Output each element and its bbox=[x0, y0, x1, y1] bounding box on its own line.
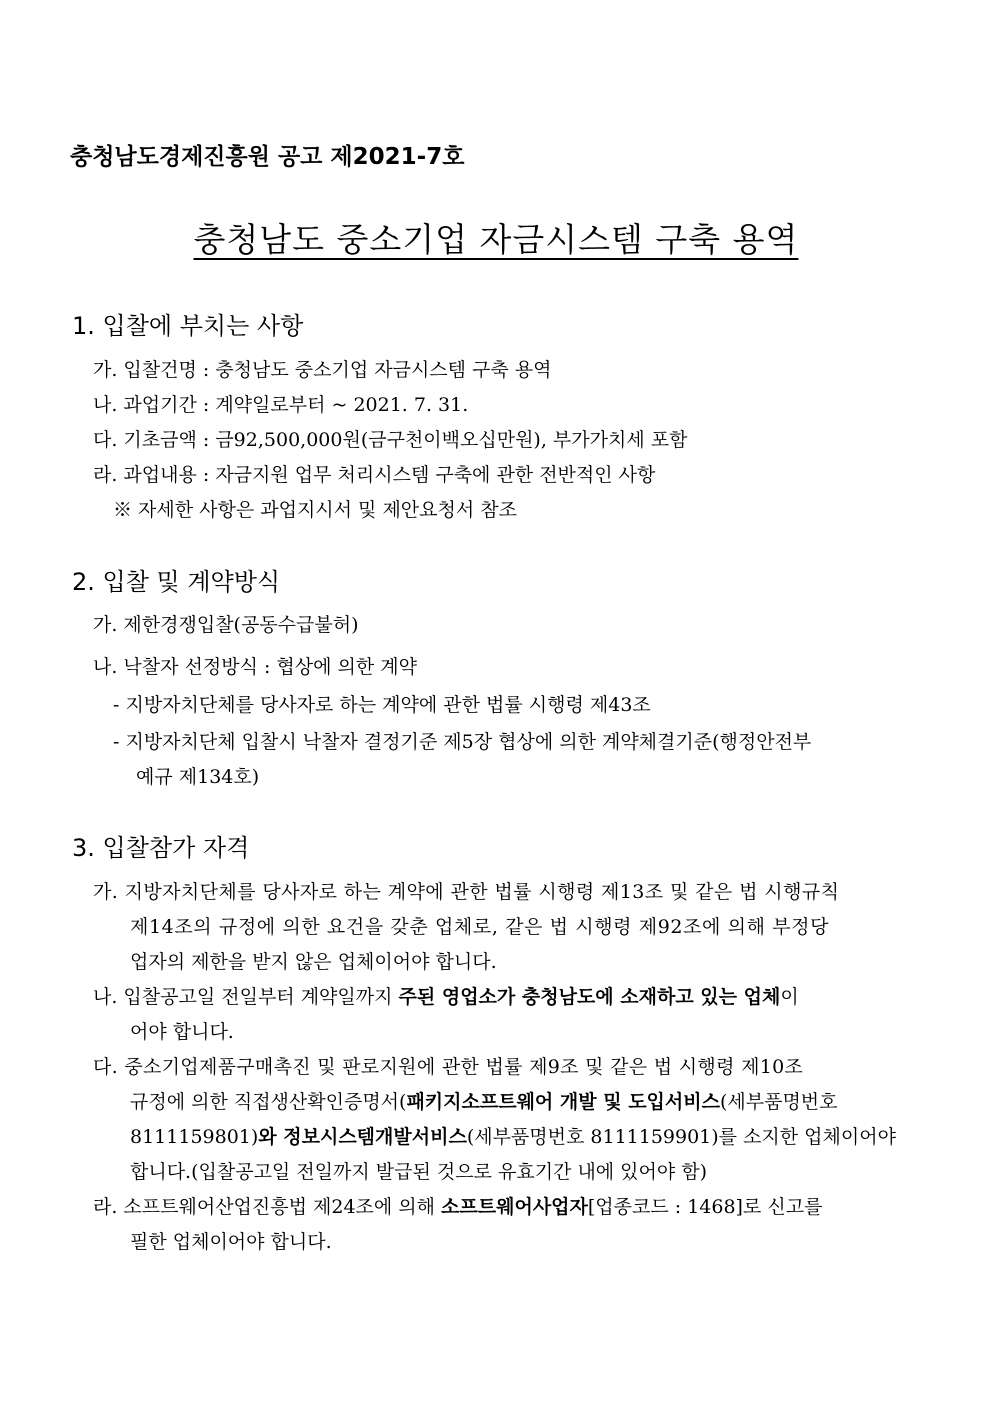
section-1-item-da: 다. 기초금액 : 금92,500,000원(금구천이백오십만원), 부가가치세 포함 bbox=[93, 429, 688, 451]
section-1-heading: 1. 입찰에 부치는 사항 bbox=[72, 312, 304, 340]
document-title bbox=[0, 214, 992, 261]
section-3-item-ga-line1: 가. 지방자치단체를 당사자로 하는 계약에 관한 법률 시행령 제13조 및 같은 법 시행규칙 bbox=[93, 881, 840, 903]
section-1-note: ※ 자세한 사항은 과업지시서 및 제안요청서 참조 bbox=[113, 499, 517, 521]
section-1-item-ga: 가. 입찰건명 : 충청남도 중소기업 자금시스템 구축 용역 bbox=[93, 359, 552, 381]
section-3-item-na-line1 bbox=[93, 982, 799, 1009]
section-2-heading: 2. 입찰 및 계약방식 bbox=[72, 568, 281, 596]
section-3-item-ra-text-b: [업종코드 : 1468]로 신고를 bbox=[587, 1196, 823, 1218]
section-2-item-na: 나. 낙찰자 선정방식 : 협상에 의한 계약 bbox=[93, 656, 417, 678]
section-3-item-da-line4: 합니다.(입찰공고일 전일까지 발급된 것으로 유효기간 내에 있어야 함) bbox=[130, 1161, 708, 1183]
section-2-subitem-2 bbox=[113, 727, 921, 754]
section-3-item-da-text-c: 8111159801) bbox=[130, 1126, 259, 1148]
section-2-subitem-2-cont: 예규 제134호) bbox=[136, 766, 260, 788]
section-3-item-na-emphasis: 주된 영업소가 충청남도에 소재하고 있는 업체 bbox=[398, 986, 781, 1008]
section-3-item-ga-line2: 제14조의 규정에 의한 요건을 갖춘 업체로, 같은 법 시행령 제92조에 의해 부정당 bbox=[130, 916, 830, 938]
document-title-text: 충청남도 중소기업 자금시스템 구축 용역 bbox=[193, 220, 799, 259]
section-3-item-da-line1: 다. 중소기업제품구매촉진 및 판로지원에 관한 법률 제9조 및 같은 법 시행령 제10조 bbox=[93, 1056, 804, 1078]
section-3-item-ra-line1 bbox=[93, 1192, 822, 1219]
section-3-item-ra-emphasis: 소프트웨어사업자 bbox=[441, 1196, 588, 1218]
section-3-item-da-text-b: (세부품명번호 bbox=[719, 1091, 838, 1113]
section-3-item-na-tail: 이 bbox=[780, 986, 799, 1008]
notice-number: 충청남도경제진흥원 공고 제2021-7호 bbox=[70, 144, 465, 170]
section-3-item-da-line2 bbox=[130, 1087, 838, 1114]
section-3-item-ra-line2: 필한 업체이어야 합니다. bbox=[130, 1231, 332, 1253]
section-3-item-da-text-a: 규정에 의한 직접생산확인증명서( bbox=[130, 1091, 407, 1113]
section-3-item-na-text: 나. 입찰공고일 전일부터 계약일까지 bbox=[93, 986, 399, 1008]
section-3-heading: 3. 입찰참가 자격 bbox=[72, 834, 250, 862]
section-3-item-da-emphasis-2: 와 정보시스템개발서비스 bbox=[258, 1126, 467, 1148]
section-3-item-ga-line3: 업자의 제한을 받지 않은 업체이어야 합니다. bbox=[130, 951, 497, 973]
section-3-item-ra-text-a: 라. 소프트웨어산업진흥법 제24조에 의해 bbox=[93, 1196, 442, 1218]
section-1-item-ra: 라. 과업내용 : 자금지원 업무 처리시스템 구축에 관한 전반적인 사항 bbox=[93, 464, 656, 486]
section-3-item-da-line3 bbox=[130, 1122, 896, 1149]
section-2-item-ga: 가. 제한경쟁입찰(공동수급불허) bbox=[93, 614, 359, 636]
section-3-item-da-text-d: (세부품명번호 8111159901)를 소지한 업체이어야 bbox=[466, 1126, 896, 1148]
section-1-item-na: 나. 과업기간 : 계약일로부터 ~ 2021. 7. 31. bbox=[93, 394, 469, 416]
section-3-item-na-line2: 어야 합니다. bbox=[130, 1021, 234, 1043]
section-2-subitem-2-text: - 지방자치단체 입찰시 낙찰자 결정기준 제5장 협상에 의한 계약체결기준(행정안전부 bbox=[113, 731, 812, 753]
section-2-subitem-1: - 지방자치단체를 당사자로 하는 계약에 관한 법률 시행령 제43조 bbox=[113, 694, 651, 716]
section-3-item-da-emphasis-1: 패키지소프트웨어 개발 및 도입서비스 bbox=[406, 1091, 720, 1113]
